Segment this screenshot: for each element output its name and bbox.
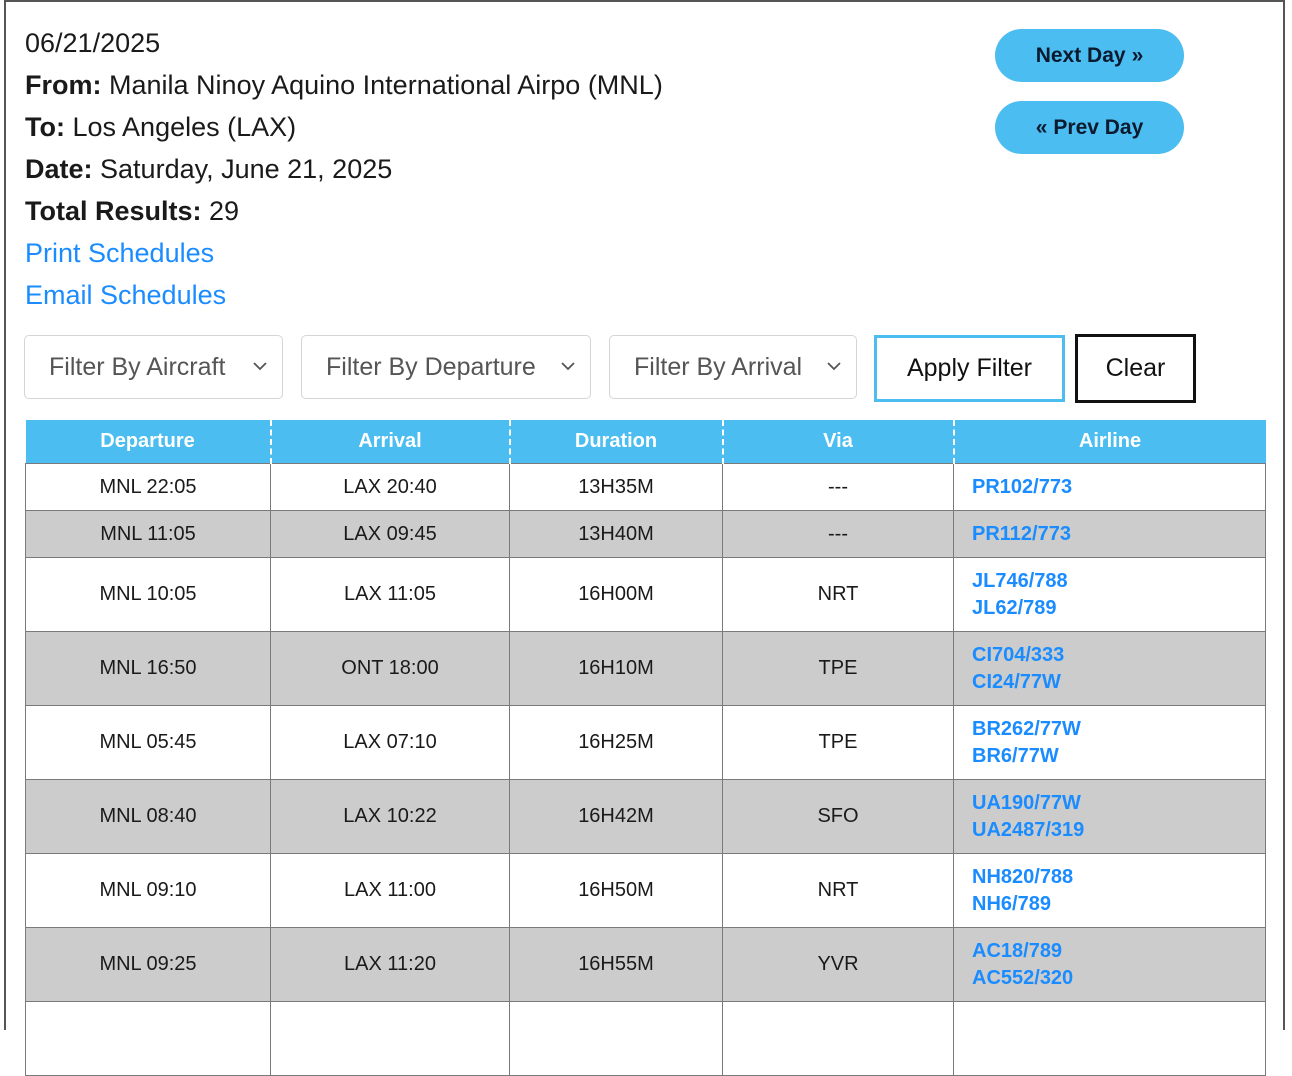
airline-cell (954, 928, 1266, 1002)
chevron-down-icon (560, 358, 576, 374)
arrival-cell: LAX 07:10 (271, 706, 510, 780)
departure-filter-label: Filter By Departure (326, 352, 536, 381)
table-row (26, 1002, 1266, 1076)
arrival-cell: LAX 10:22 (271, 780, 510, 854)
date-value: Saturday, June 21, 2025 (100, 154, 393, 184)
arrival-cell: LAX 11:05 (271, 558, 510, 632)
from-label: From: (25, 70, 102, 100)
flight-link[interactable]: BR6/77W (972, 744, 1059, 767)
total-label: Total Results: (25, 196, 202, 226)
next-day-button[interactable] (995, 29, 1184, 82)
airline-cell (954, 511, 1266, 558)
next-day-label: Next Day (1035, 43, 1126, 67)
flight-link[interactable]: AC552/320 (972, 966, 1074, 989)
email-schedules-link[interactable]: Email Schedules (25, 280, 227, 310)
via-cell: NRT (723, 558, 954, 632)
search-summary (25, 22, 663, 316)
flight-link[interactable]: BR262/77W (972, 717, 1081, 740)
flight-link[interactable]: PR102/773 (972, 475, 1073, 498)
departure-cell: MNL 08:40 (26, 780, 271, 854)
arrival-filter-label: Filter By Arrival (634, 352, 803, 381)
duration-cell: 16H25M (510, 706, 723, 780)
prev-day-button[interactable] (995, 101, 1184, 154)
duration-cell: 13H40M (510, 511, 723, 558)
airline-cell (954, 632, 1266, 706)
arrival-column-header[interactable]: Arrival (271, 420, 510, 464)
departure-filter-select[interactable] (301, 335, 591, 399)
duration-cell: 16H55M (510, 928, 723, 1002)
arrival-cell: LAX 09:45 (271, 511, 510, 558)
date-line (25, 148, 663, 190)
via-cell: YVR (723, 928, 954, 1002)
arrival-cell: LAX 20:40 (271, 464, 510, 511)
departure-cell: MNL 09:25 (26, 928, 271, 1002)
via-cell: NRT (723, 854, 954, 928)
airline-column-header[interactable]: Airline (954, 420, 1266, 464)
departure-cell: MNL 11:05 (26, 511, 271, 558)
total-value: 29 (209, 196, 240, 226)
to-label: To: (25, 112, 65, 142)
table-row (26, 511, 1266, 558)
duration-cell: 16H50M (510, 854, 723, 928)
arrival-cell: ONT 18:00 (271, 632, 510, 706)
flight-link[interactable]: JL746/788 (972, 569, 1068, 592)
prev-day-label: Prev Day (1053, 115, 1144, 139)
airline-cell (954, 854, 1266, 928)
table-row (26, 558, 1266, 632)
flight-link[interactable]: AC18/789 (972, 939, 1063, 962)
table-row (26, 780, 1266, 854)
duration-cell: 13H35M (510, 464, 723, 511)
via-cell: TPE (723, 632, 954, 706)
airline-cell (954, 558, 1266, 632)
flight-link[interactable]: CI704/333 (972, 643, 1065, 666)
departure-cell: MNL 09:10 (26, 854, 271, 928)
flight-link[interactable]: JL62/789 (972, 596, 1057, 619)
table-row (26, 632, 1266, 706)
departure-column-header[interactable]: Departure (26, 420, 271, 464)
to-line (25, 106, 663, 148)
departure-cell: MNL 16:50 (26, 632, 271, 706)
double-chevron-left-icon: « (1035, 115, 1048, 139)
arrival-filter-select[interactable] (609, 335, 857, 399)
table-row (26, 928, 1266, 1002)
via-cell: --- (723, 511, 954, 558)
duration-column-header[interactable]: Duration (510, 420, 723, 464)
print-schedules-link[interactable]: Print Schedules (25, 238, 215, 268)
arrival-cell: LAX 11:00 (271, 854, 510, 928)
flight-link[interactable]: NH820/788 (972, 865, 1074, 888)
aircraft-filter-select[interactable] (24, 335, 283, 399)
duration-cell: 16H42M (510, 780, 723, 854)
airline-cell (954, 464, 1266, 511)
date-label: Date: (25, 154, 93, 184)
flight-link[interactable]: UA2487/319 (972, 818, 1085, 841)
via-cell: TPE (723, 706, 954, 780)
total-line (25, 190, 663, 232)
flight-link[interactable]: PR112/773 (972, 522, 1071, 545)
table-header-row (26, 420, 1266, 464)
table-row (26, 464, 1266, 511)
chevron-down-icon (252, 358, 268, 374)
flight-link[interactable]: NH6/789 (972, 892, 1051, 915)
from-value: Manila Ninoy Aquino International Airpo (MNL) (109, 70, 663, 100)
apply-filter-button[interactable]: Apply Filter (874, 335, 1065, 402)
double-chevron-right-icon: » (1131, 43, 1144, 67)
table-row (26, 854, 1266, 928)
departure-cell: MNL 05:45 (26, 706, 271, 780)
airline-cell (954, 706, 1266, 780)
airline-cell (954, 780, 1266, 854)
flight-link[interactable]: CI24/77W (972, 670, 1061, 693)
table-row (26, 706, 1266, 780)
via-cell: SFO (723, 780, 954, 854)
chevron-down-icon (826, 358, 842, 374)
arrival-cell: LAX 11:20 (271, 928, 510, 1002)
aircraft-filter-label: Filter By Aircraft (49, 352, 226, 381)
duration-cell: 16H10M (510, 632, 723, 706)
to-value: Los Angeles (LAX) (72, 112, 297, 142)
via-cell: --- (723, 464, 954, 511)
date-short: 06/21/2025 (25, 28, 161, 58)
departure-cell: MNL 10:05 (26, 558, 271, 632)
flight-schedule-table (25, 420, 1266, 1076)
departure-cell: MNL 22:05 (26, 464, 271, 511)
clear-button[interactable]: Clear (1075, 334, 1196, 403)
via-column-header[interactable]: Via (723, 420, 954, 464)
from-line (25, 64, 663, 106)
flight-link[interactable]: UA190/77W (972, 791, 1081, 814)
duration-cell: 16H00M (510, 558, 723, 632)
